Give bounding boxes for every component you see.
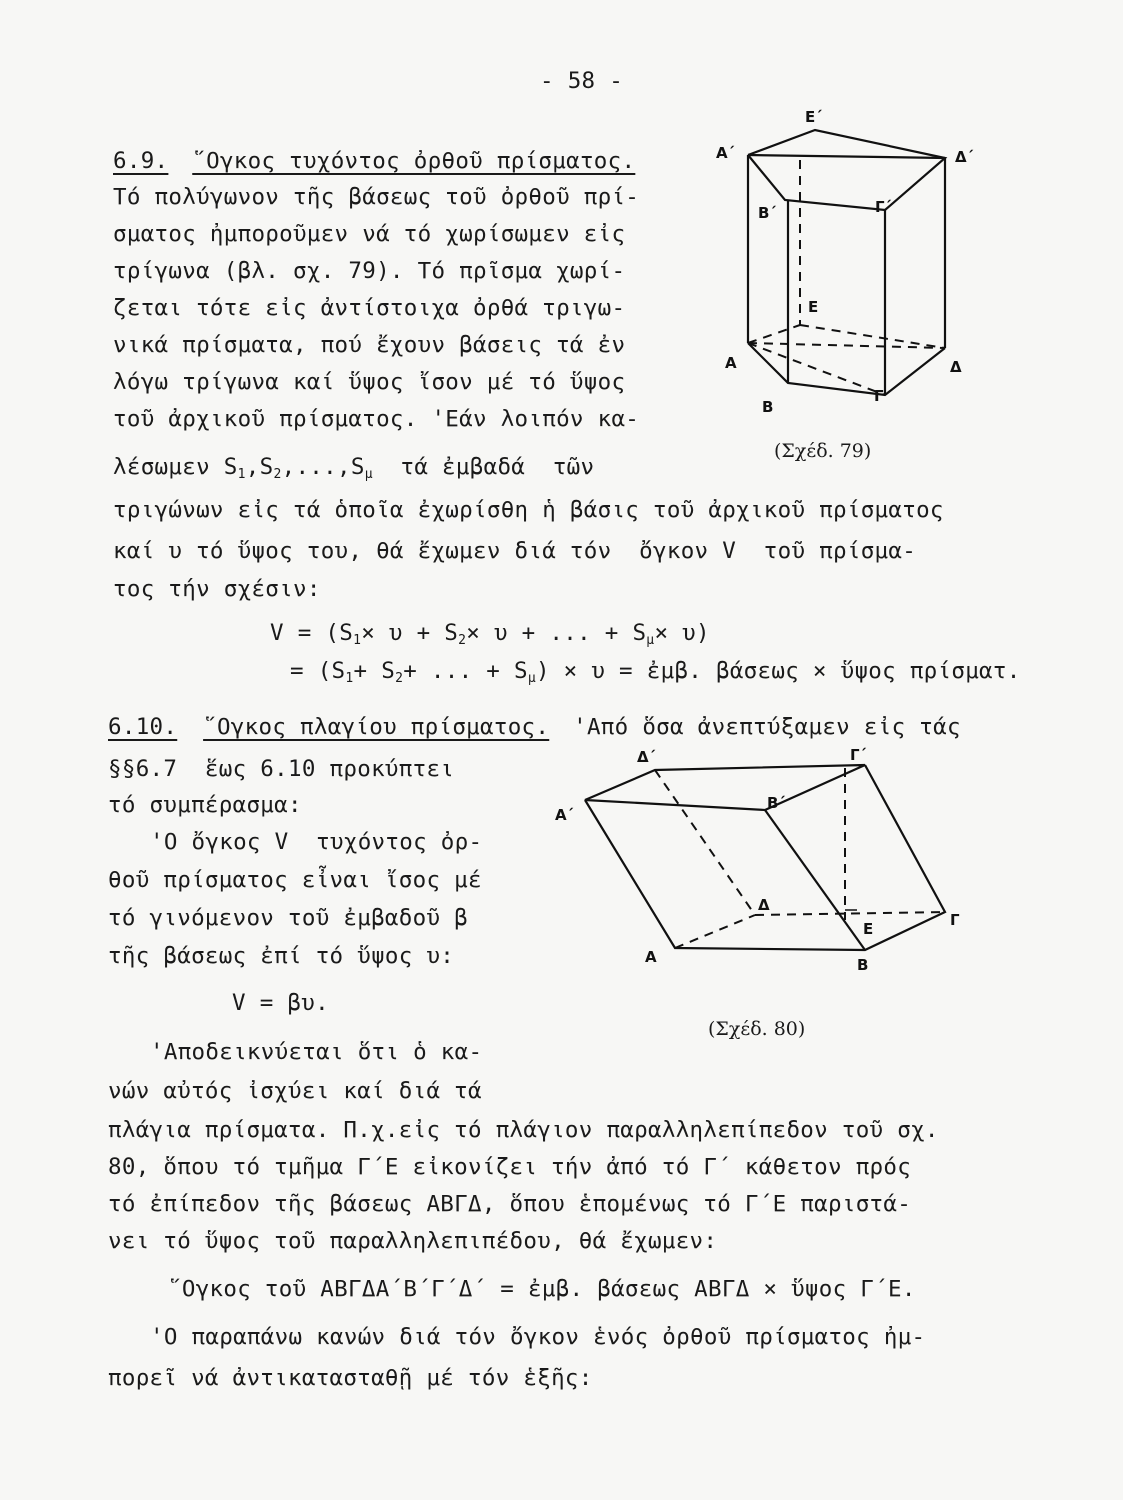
areas-pre: λέσωμεν S xyxy=(113,454,238,480)
label-D: Δ xyxy=(950,358,962,376)
paragraph-line: 'Ο ὄγκος V τυχόντος ὀρ- xyxy=(150,829,483,855)
formula-part: × υ + S xyxy=(361,620,459,646)
label-G-prime: Γ΄ xyxy=(875,198,892,216)
figure-79-prism-diagram xyxy=(700,100,1000,420)
paragraph-line: §§6.7 ἕως 6.10 προκύπτει xyxy=(108,756,455,782)
formula-part: = (S xyxy=(290,658,346,684)
label-E-prime: E΄ xyxy=(805,108,822,126)
formula-part: + ... + S xyxy=(403,658,528,684)
section-6-10-heading xyxy=(108,716,961,739)
paragraph-line: λόγω τρίγωνα καί ὕψος ἴσον μέ τό ὕψος xyxy=(113,369,626,395)
label-B: B xyxy=(857,956,869,974)
paragraph-line: 'Ο παραπάνω κανών διά τόν ὄγκον ἑνός ὀρθοῦ πρίσματος ἠμ- xyxy=(150,1324,926,1350)
paragraph-line: Τό πολύγωνον τῆς βάσεως τοῦ ὀρθοῦ πρί- xyxy=(113,184,640,210)
parallelepiped-volume-formula: ῞Ογκος τοῦ ΑΒΓΔΑ΄Β΄Γ΄Δ΄ = ἐμβ. βάσεως ΑΒΓΔ × ὕψος Γ΄Ε. xyxy=(168,1276,916,1302)
paragraph-line: πλάγια πρίσματα. Π.χ.εἰς τό πλάγιον παραλληλεπίπεδον τοῦ σχ. xyxy=(108,1117,939,1143)
paragraph-line: τῆς βάσεως ἐπί τό ὕψος υ: xyxy=(108,943,455,969)
volume-product-formula xyxy=(290,658,1021,686)
label-B-prime: B΄ xyxy=(767,794,786,812)
paragraph-line: τοῦ ἀρχικοῦ πρίσματος. 'Εάν λοιπόν κα- xyxy=(113,406,640,432)
paragraph-line: 80, ὅπου τό τμῆμα Γ΄Ε εἰκονίζει τήν ἀπό τό Γ΄ κάθετον πρός xyxy=(108,1154,912,1180)
paragraph-line-areas xyxy=(113,454,595,482)
formula-part: × υ + ... + S xyxy=(466,620,647,646)
label-D-prime: Δ΄ xyxy=(637,748,656,766)
rule-formula: V = βυ. xyxy=(232,990,329,1016)
areas-mid-1: ,S xyxy=(245,454,274,480)
label-A: A xyxy=(645,948,657,966)
section-6-9-heading xyxy=(113,150,635,173)
paragraph-line: τό συμπέρασμα: xyxy=(108,792,302,818)
paragraph-line: νει τό ὕψος τοῦ παραλληλεπιπέδου, θά ἔχωμεν: xyxy=(108,1228,718,1254)
formula-part: V = (S xyxy=(270,620,354,646)
label-A-prime: A΄ xyxy=(555,806,574,824)
paragraph-line: τος τήν σχέσιν: xyxy=(113,576,321,602)
paragraph-line: σματος ἠμποροῦμεν νά τό χωρίσωμεν εἰς xyxy=(113,221,626,247)
label-D-prime: Δ΄ xyxy=(955,148,974,166)
paragraph-line: 'Αποδεικνύεται ὅτι ὁ κα- xyxy=(150,1039,483,1065)
label-G: Γ xyxy=(874,387,884,405)
figure-80-caption: (Σχέδ. 80) xyxy=(708,1018,806,1040)
figure-79-caption: (Σχέδ. 79) xyxy=(774,440,872,462)
paragraph-line: νών αὐτός ἰσχύει καί διά τά xyxy=(108,1078,482,1104)
subscript-mu: μ xyxy=(527,671,536,686)
paragraph-line: θοῦ πρίσματος εἶναι ἴσος μέ xyxy=(108,867,482,893)
section-6-9-number: 6.9. xyxy=(113,148,169,174)
label-G-prime: Γ΄ xyxy=(850,746,867,764)
label-G: Γ xyxy=(950,911,960,929)
paragraph-line: καί υ τό ὕψος του, θά ἔχωμεν διά τόν ὄγκον V τοῦ πρίσμα- xyxy=(113,538,917,564)
hidden-edge-ED xyxy=(800,325,945,348)
section-6-10-title-tail: 'Από ὅσα ἀνεπτύξαμεν εἰς τάς xyxy=(573,714,961,740)
section-6-10-number: 6.10. xyxy=(108,714,178,740)
bottom-visible-edges xyxy=(748,343,945,395)
section-6-9-title: ῞Ογκος τυχόντος ὀρθοῦ πρίσματος. xyxy=(192,148,636,174)
subscript-1: 1 xyxy=(353,633,362,648)
front-edge-B xyxy=(765,810,865,950)
paragraph-line: τό γινόμενον τοῦ ἐμβαδοῦ β xyxy=(108,905,468,931)
volume-sum-formula xyxy=(270,620,710,648)
paragraph-line: τριγώνων εἰς τά ὁποῖα ἐχωρίσθη ἡ βάσις τοῦ ἀρχικοῦ πρίσματος xyxy=(113,497,944,523)
subscript-1: 1 xyxy=(237,467,246,482)
paragraph-line: ζεται τότε εἰς ἀντίστοιχα ὀρθά τριγω- xyxy=(113,295,626,321)
front-face-edges xyxy=(585,765,945,950)
label-B: B xyxy=(762,398,774,416)
label-A-prime: A΄ xyxy=(716,144,735,162)
areas-mid-2: ,...,S xyxy=(281,454,365,480)
paragraph-line: τρίγωνα (βλ. σχ. 79). Τό πρῖσμα χωρί- xyxy=(113,258,626,284)
paragraph-line: πορεῖ νά ἀντικατασταθῇ μέ τόν ἑξῆς: xyxy=(108,1365,593,1391)
formula-part: × υ) xyxy=(654,620,710,646)
label-E: E xyxy=(808,298,819,316)
hidden-edge-D xyxy=(655,770,755,915)
label-B-prime: B΄ xyxy=(758,204,777,222)
label-A: A xyxy=(725,354,737,372)
subscript-2: 2 xyxy=(458,633,467,648)
formula-part: + S xyxy=(353,658,396,684)
hidden-edge-AD xyxy=(675,915,755,948)
section-6-10-title: ῞Ογκος πλαγίου πρίσματος. xyxy=(203,714,550,740)
subscript-mu: μ xyxy=(364,467,373,482)
top-diagonal-edge xyxy=(748,155,945,158)
hidden-edge-DG xyxy=(755,912,945,915)
subscript-1: 1 xyxy=(345,671,354,686)
paragraph-line: νικά πρίσματα, πού ἔχουν βάσεις τά ἐν xyxy=(113,332,626,358)
subscript-2: 2 xyxy=(273,467,282,482)
areas-post: τά ἐμβαδά τῶν xyxy=(372,454,595,480)
top-face xyxy=(585,765,865,810)
hidden-edge-AE xyxy=(748,325,800,343)
label-E: E xyxy=(863,920,874,938)
label-D: Δ xyxy=(758,896,770,914)
top-face-edges xyxy=(748,130,945,210)
subscript-2: 2 xyxy=(395,671,404,686)
figure-80-parallelepiped-diagram xyxy=(545,740,965,980)
page-number: - 58 - xyxy=(540,68,624,94)
formula-part: ) × υ = ἐμβ. βάσεως × ὕψος πρίσματ. xyxy=(535,658,1021,684)
subscript-mu: μ xyxy=(646,633,655,648)
paragraph-line: τό ἐπίπεδον τῆς βάσεως ΑΒΓΔ, ὅπου ἑπομένως τό Γ΄Ε παριστά- xyxy=(108,1191,912,1217)
